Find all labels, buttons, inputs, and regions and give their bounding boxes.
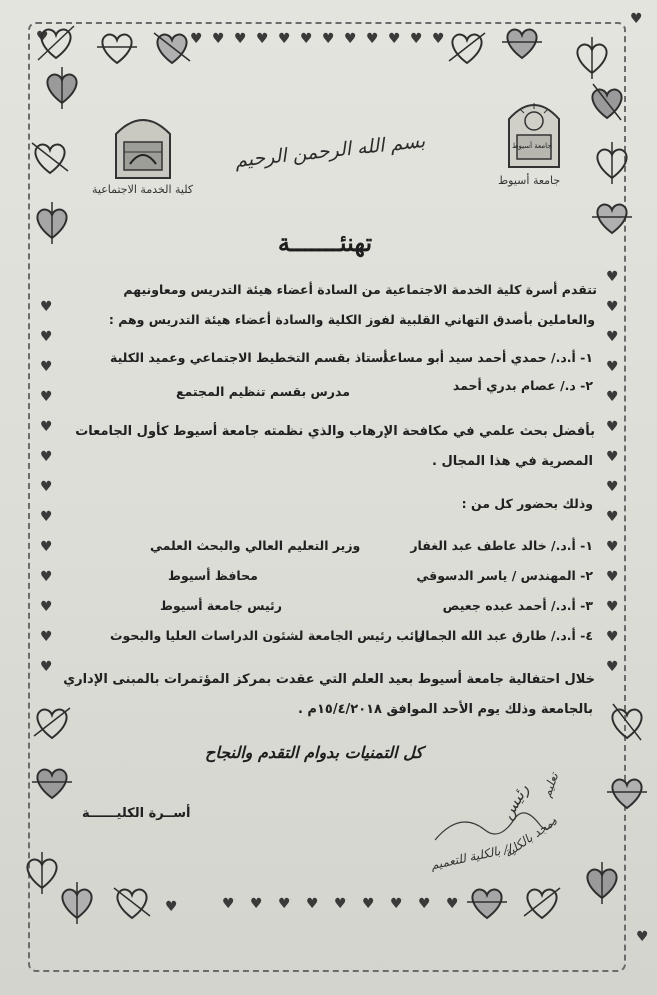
heart-arrow-ornament-icon [580,860,624,904]
heart-icon: ♥ [190,31,203,47]
heart-icon: ♥ [606,329,619,345]
attendee-1-role: وزير التعليم العالي والبحث العلمي [150,538,361,553]
attendee-2-role: محافظ أسيوط [168,568,258,583]
heart-icon: ♥ [278,31,291,47]
heart-icon: ♥ [418,896,431,912]
heart-arrow-ornament-icon [590,140,634,184]
heart-icon: ♥ [278,896,291,912]
heart-icon: ♥ [40,659,53,675]
attendee-2-name: ٢- المهندس / ياسر الدسوقي [416,568,593,583]
heart-icon: ♥ [606,599,619,615]
heart-icon: ♥ [40,299,53,315]
event-line-1: خلال احتفالية جامعة أسيوط بعيد العلم التي عقدت بمركز المؤتمرات بالمبنى الإداري [63,672,595,687]
heart-icon: ♥ [606,479,619,495]
heart-arrow-ornament-icon [30,700,74,744]
heart-icon: ♥ [165,899,178,915]
heart-icon: ♥ [334,896,347,912]
heart-arrow-ornament-icon [465,880,509,924]
heart-arrow-ornament-icon [55,880,99,924]
handwritten-note-3: دمجد بالكلية [501,813,560,861]
heart-icon: ♥ [40,569,53,585]
winner-2-role: مدرس بقسم تنظيم المجتمع [176,384,350,399]
heart-icon: ♥ [366,31,379,47]
closing-wish: كل التمنيات بدوام التقدم والنجاح [205,743,423,762]
heart-icon: ♥ [630,11,643,27]
signature-scribble-icon [430,800,560,850]
heart-icon: ♥ [388,31,401,47]
heart-arrow-ornament-icon [570,35,614,79]
attendance-intro: وذلك بحضور كل من : [461,496,593,511]
heart-icon: ♥ [212,31,225,47]
heart-icon: ♥ [432,31,445,47]
heart-icon: ♥ [606,629,619,645]
heart-arrow-ornament-icon [520,880,564,924]
heart-arrow-ornament-icon [590,195,634,239]
heart-arrow-ornament-icon [28,135,72,179]
basmala: بسم الله الرحمن الرحيم [233,130,427,172]
heart-icon: ♥ [606,569,619,585]
attendee-1-name: ١- أ.د./ خالد عاطف عبد الغفار [410,538,593,553]
heart-icon: ♥ [40,599,53,615]
winner-2-name: ٢- د./ عصام بدري أحمد [452,378,593,393]
heart-icon: ♥ [36,29,49,45]
heart-arrow-ornament-icon [30,200,74,244]
heart-icon: ♥ [40,449,53,465]
heart-icon: ♥ [606,509,619,525]
heart-icon: ♥ [40,419,53,435]
heart-icon: ♥ [390,896,403,912]
winner-1-name: ١- أ.د./ حمدي أحمد سيد أبو مساعد [381,350,593,365]
heart-arrow-ornament-icon [585,80,629,124]
heart-arrow-ornament-icon [34,20,78,64]
heart-icon: ♥ [234,31,247,47]
winner-1-role: أستاذ بقسم التخطيط الاجتماعي وعميد الكلية [110,350,388,365]
university-logo-text: جامعة أسيوط [512,142,552,150]
heart-icon: ♥ [40,539,53,555]
heart-icon: ♥ [606,269,619,285]
heart-icon: ♥ [606,539,619,555]
heart-icon: ♥ [40,479,53,495]
attendee-4-role: نائب رئيس الجامعة لشئون الدراسات العليا والبحوث [110,628,424,643]
heart-icon: ♥ [322,31,335,47]
attendee-3-role: رئيس جامعة أسيوط [160,598,282,613]
heart-icon: ♥ [410,31,423,47]
heart-arrow-ornament-icon [150,25,194,69]
heart-icon: ♥ [606,359,619,375]
intro-line-1: تتقدم أسرة كلية الخدمة الاجتماعية من السادة أعضاء هيئة التدريس ومعاونيهم [123,282,597,297]
handwritten-note-4: ا/ بالكلية للتعميم [429,841,513,873]
handwritten-note-2: رئيس [497,780,533,823]
heart-icon: ♥ [636,929,649,945]
heart-arrow-ornament-icon [30,760,74,804]
heart-icon: ♥ [40,509,53,525]
heart-icon: ♥ [446,896,459,912]
heart-icon: ♥ [606,299,619,315]
heart-arrow-ornament-icon [500,20,544,64]
faculty-logo-icon [112,108,174,180]
heart-arrow-ornament-icon [40,65,84,109]
faculty-logo-caption: كلية الخدمة الاجتماعية [92,183,194,196]
heart-icon: ♥ [606,659,619,675]
heart-arrow-ornament-icon [110,880,154,924]
heart-icon: ♥ [250,896,263,912]
heart-icon: ♥ [606,449,619,465]
heart-icon: ♥ [300,31,313,47]
signature: أســرة الكليــــــة [82,806,191,821]
event-line-2: بالجامعة وذلك يوم الأحد الموافق ١٥/٤/٢٠١٨م . [297,702,593,717]
heart-icon: ♥ [40,629,53,645]
heart-icon: ♥ [344,31,357,47]
page-title: تهنئـــــــة [277,228,373,257]
heart-icon: ♥ [606,389,619,405]
heart-icon: ♥ [362,896,375,912]
handwritten-note-1: تعليم [539,770,562,800]
heart-icon: ♥ [40,359,53,375]
heart-arrow-ornament-icon [95,25,139,69]
heart-arrow-ornament-icon [445,25,489,69]
attendee-3-name: ٣- أ.د./ أحمد عبده جعيص [442,598,593,613]
heart-icon: ♥ [256,31,269,47]
university-logo-icon [505,95,563,169]
university-logo-caption: جامعة أسيوط [498,174,561,187]
heart-icon: ♥ [40,389,53,405]
heart-arrow-ornament-icon [605,770,649,814]
award-line-1: بأفضل بحث علمي في مكافحة الإرهاب والذي نظمته جامعة أسيوط كأول الجامعات [75,424,595,439]
heart-icon: ♥ [222,896,235,912]
heart-icon: ♥ [40,329,53,345]
award-line-2: المصرية في هذا المجال . [432,454,593,469]
heart-icon: ♥ [306,896,319,912]
intro-line-2: والعاملين بأصدق التهاني القلبية لفوز الكلية والسادة أعضاء هيئة التدريس وهم : [108,312,595,327]
heart-icon: ♥ [606,419,619,435]
heart-arrow-ornament-icon [605,700,649,744]
attendee-4-name: ٤- أ.د./ طارق عبد الله الجمال [414,628,593,643]
